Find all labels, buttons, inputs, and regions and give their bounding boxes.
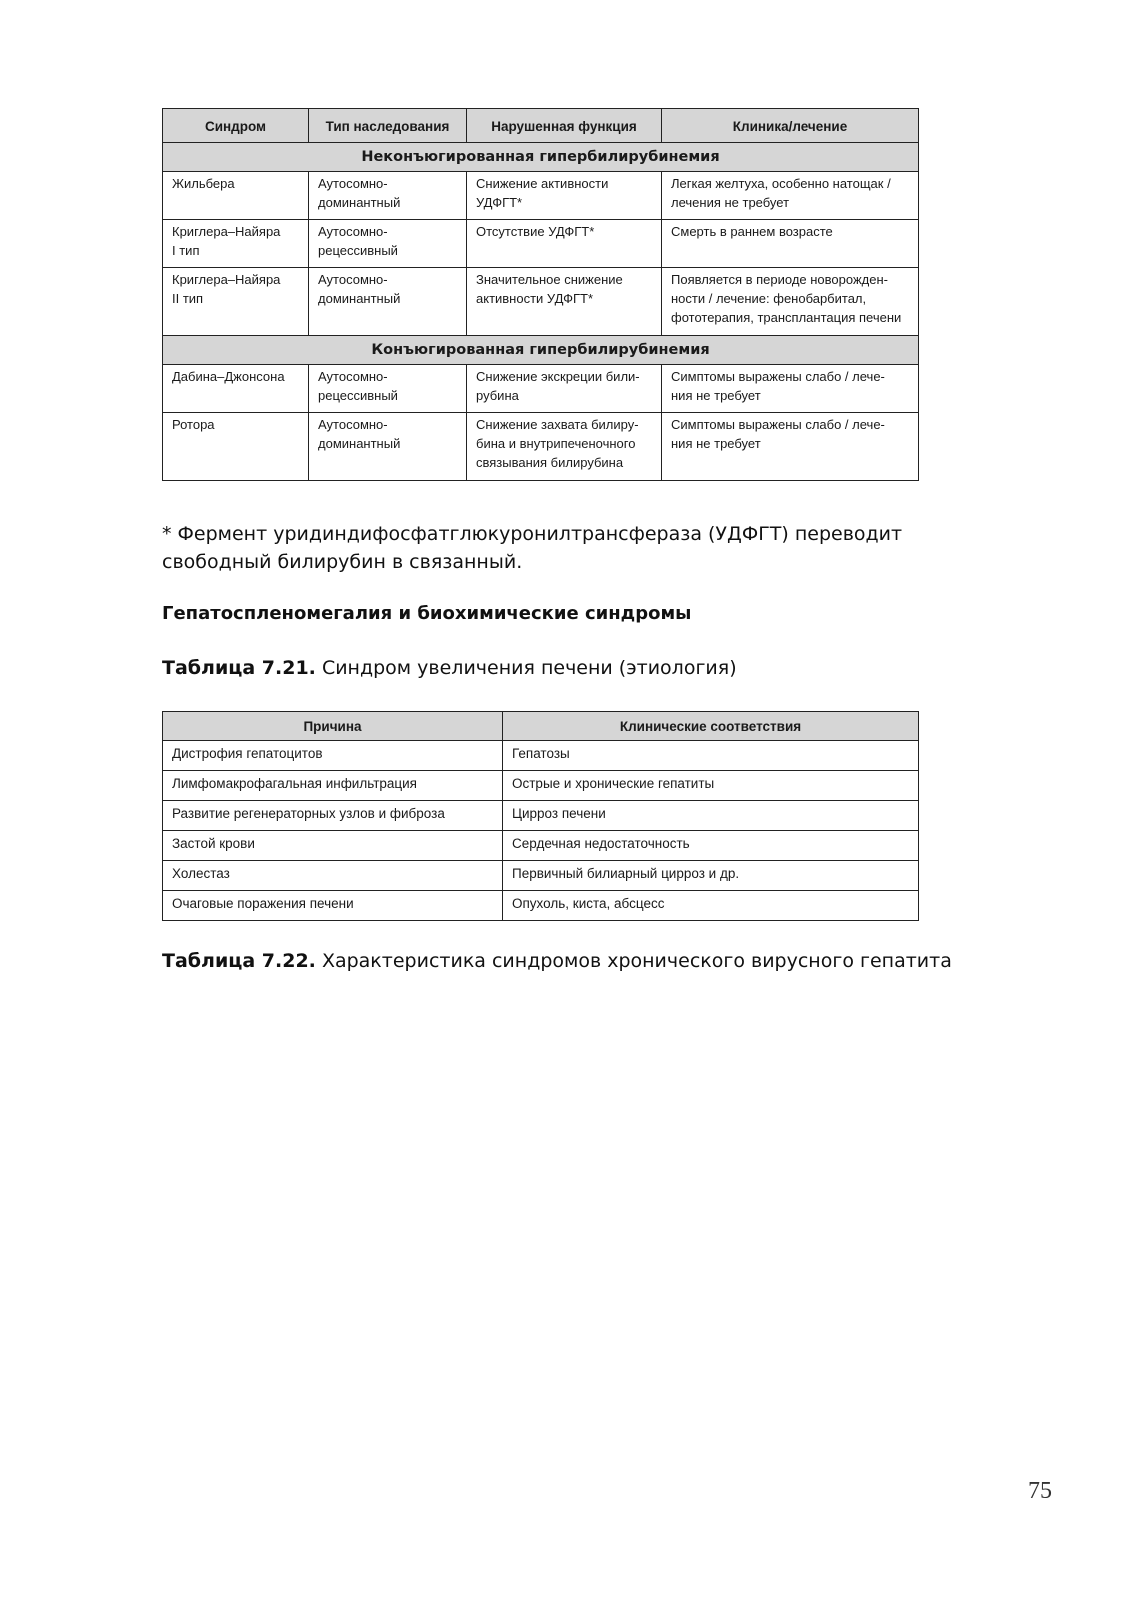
table-caption-7-21 <box>162 657 737 679</box>
syndrome-cell: Криглера–Найяра I тип <box>163 220 309 268</box>
function-cell: Отсутствие УДФГТ* <box>467 220 662 268</box>
table-row <box>163 831 919 861</box>
table-row <box>163 771 919 801</box>
syndrome-cell: Жильбера <box>163 172 309 220</box>
table-header-row <box>163 712 919 741</box>
clinic-cell: Симптомы выражены слабо / лече- ния не требует <box>662 365 919 413</box>
clinic-cell: Смерть в раннем возрасте <box>662 220 919 268</box>
column-header-inheritance: Тип наследования <box>309 109 467 143</box>
clinical-cell: Цирроз печени <box>503 801 919 831</box>
column-header-syndrome: Синдром <box>163 109 309 143</box>
table-row <box>163 413 919 481</box>
cause-cell: Застой крови <box>163 831 503 861</box>
table-row <box>163 365 919 413</box>
table-row <box>163 801 919 831</box>
clinic-cell: Легкая желтуха, особенно натощак / лечения не требует <box>662 172 919 220</box>
caption-label: Таблица 7.22. <box>162 950 316 972</box>
clinical-cell: Опухоль, киста, абсцесс <box>503 891 919 921</box>
cause-cell: Дистрофия гепатоцитов <box>163 741 503 771</box>
column-header-function: Нарушенная функция <box>467 109 662 143</box>
table-row <box>163 268 919 336</box>
caption-text: Характеристика синдромов хронического вирусного гепатита <box>315 950 952 972</box>
caption-text: Синдром увеличения печени (этиология) <box>315 657 737 679</box>
caption-label: Таблица 7.21. <box>162 657 316 679</box>
clinic-cell: Симптомы выражены слабо / лече- ния не требует <box>662 413 919 481</box>
table-row <box>163 741 919 771</box>
section-row <box>163 143 919 172</box>
section-title-conjugated: Конъюгированная гипербилирубинемия <box>163 336 919 365</box>
syndrome-cell: Криглера–Найяра II тип <box>163 268 309 336</box>
liver-enlargement-table <box>162 711 919 921</box>
clinical-cell: Острые и хронические гепатиты <box>503 771 919 801</box>
table-header-row <box>163 109 919 143</box>
table-row <box>163 891 919 921</box>
column-header-clinic: Клиника/лечение <box>662 109 919 143</box>
inheritance-cell: Аутосомно- доминантный <box>309 172 467 220</box>
page-number: 75 <box>1028 1478 1052 1504</box>
cause-cell: Холестаз <box>163 861 503 891</box>
hyperbilirubinemia-table <box>162 108 919 481</box>
inheritance-cell: Аутосомно- доминантный <box>309 268 467 336</box>
clinic-cell: Появляется в периоде новорожден- ности / лечение: фенобарбитал, фототерапия, трансплантация печени <box>662 268 919 336</box>
table-row <box>163 172 919 220</box>
syndrome-cell: Дабина–Джонсона <box>163 365 309 413</box>
inheritance-cell: Аутосомно- рецессивный <box>309 220 467 268</box>
clinical-cell: Сердечная недостаточность <box>503 831 919 861</box>
section-title-unconjugated: Неконъюгированная гипербилирубинемия <box>163 143 919 172</box>
syndrome-cell: Ротора <box>163 413 309 481</box>
inheritance-cell: Аутосомно- рецессивный <box>309 365 467 413</box>
cause-cell: Развитие регенераторных узлов и фиброза <box>163 801 503 831</box>
function-cell: Значительное снижение активности УДФГТ* <box>467 268 662 336</box>
function-cell: Снижение экскреции били- рубина <box>467 365 662 413</box>
clinical-cell: Гепатозы <box>503 741 919 771</box>
cause-cell: Очаговые поражения печени <box>163 891 503 921</box>
column-header-cause: Причина <box>163 712 503 741</box>
footnote: * Фермент уридиндифосфатглюкуронилтрансфераза (УДФГТ) переводит свободный билирубин в связанный. <box>162 523 903 573</box>
cause-cell: Лимфомакрофагальная инфильтрация <box>163 771 503 801</box>
clinical-cell: Первичный билиарный цирроз и др. <box>503 861 919 891</box>
function-cell: Снижение активности УДФГТ* <box>467 172 662 220</box>
section-heading: Гепатоспленомегалия и биохимические синдромы <box>162 603 692 624</box>
column-header-clinical: Клинические соответствия <box>503 712 919 741</box>
table-caption-7-22 <box>162 950 952 972</box>
inheritance-cell: Аутосомно- доминантный <box>309 413 467 481</box>
section-row <box>163 336 919 365</box>
function-cell: Снижение захвата билиру- бина и внутрипеченочного связывания билирубина <box>467 413 662 481</box>
table-row <box>163 861 919 891</box>
table-row <box>163 220 919 268</box>
